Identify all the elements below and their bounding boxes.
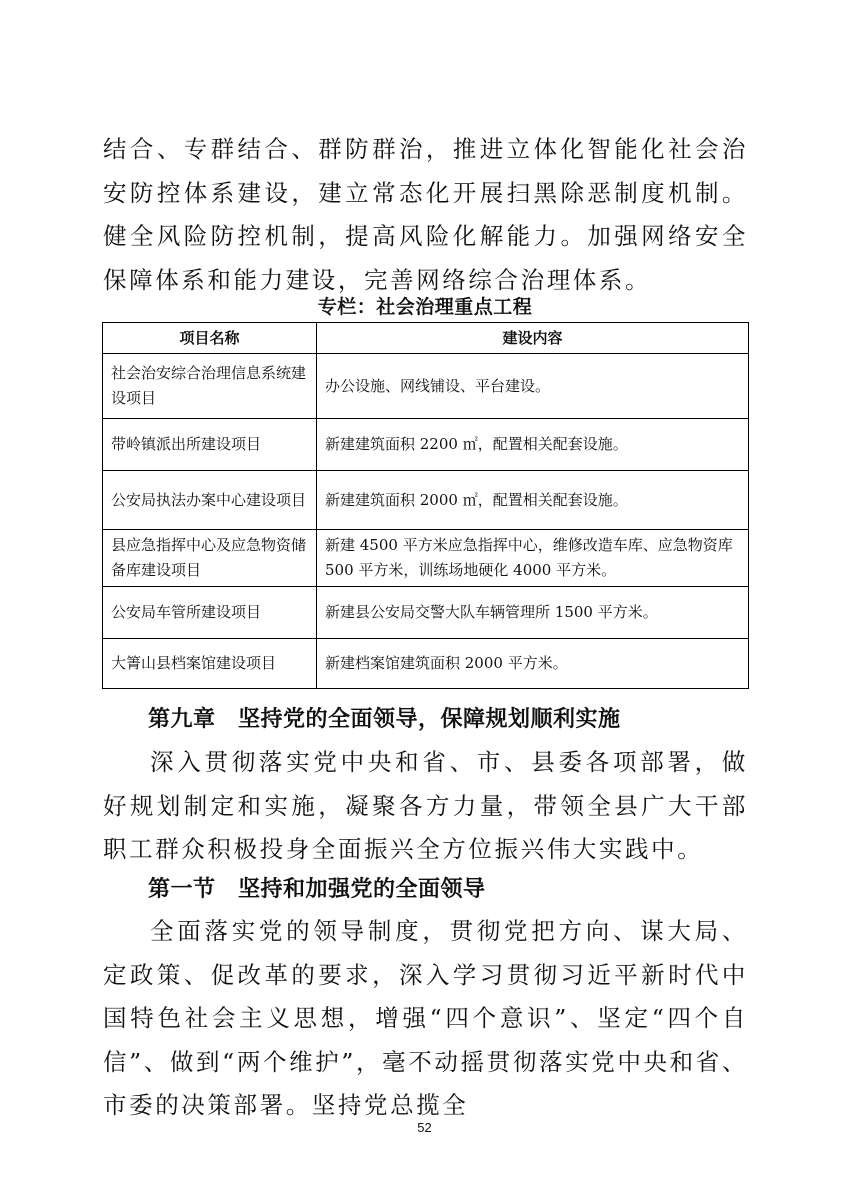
project-name-cell: 县应急指挥中心及应急物资储备库建设项目 <box>103 530 317 587</box>
table-row <box>103 419 749 471</box>
section-heading: 第一节 坚持和加强党的全面领导 <box>148 877 486 902</box>
table-row <box>103 530 749 587</box>
table-row <box>103 639 749 689</box>
project-name-cell: 社会治安综合治理信息系统建设项目 <box>103 354 317 419</box>
column-header-project-name: 项目名称 <box>103 323 317 354</box>
project-content-cell: 新建档案馆建筑面积 2000 平方米。 <box>317 639 749 689</box>
column-header-content: 建设内容 <box>317 323 749 354</box>
projects-table <box>102 322 749 689</box>
project-content-cell: 办公设施、网线铺设、平台建设。 <box>317 354 749 419</box>
project-name-cell: 公安局车管所建设项目 <box>103 587 317 639</box>
intro-paragraph: 结合、专群结合、群防群治，推进立体化智能化社会治安防控体系建设，建立常态化开展扫黑除恶制度机制。健全风险防控机制，提高风险化解能力。加强网络安全保障体系和能力建设，完善网络综合治理体系。 <box>103 135 748 294</box>
table-row <box>103 587 749 639</box>
table-caption: 专栏：社会治理重点工程 <box>317 296 533 318</box>
project-content-cell: 新建县公安局交警大队车辆管理所 1500 平方米。 <box>317 587 749 639</box>
page-number: 52 <box>417 1120 432 1135</box>
project-content-cell: 新建建筑面积 2200 ㎡，配置相关配套设施。 <box>317 419 749 471</box>
table-header-row <box>103 323 749 354</box>
project-name-cell: 大箐山县档案馆建设项目 <box>103 639 317 689</box>
table-row <box>103 471 749 530</box>
chapter-paragraph: 深入贯彻落实党中央和省、市、县委各项部署，做好规划制定和实施，凝聚各方力量，带领全县广大干部职工群众积极投身全面振兴全方位振兴伟大实践中。 <box>103 748 748 863</box>
project-content-cell: 新建建筑面积 2000 ㎡，配置相关配套设施。 <box>317 471 749 530</box>
chapter-heading: 第九章 坚持党的全面领导，保障规划顺利实施 <box>148 707 621 732</box>
project-content-cell: 新建 4500 平方米应急指挥中心，维修改造车库、应急物资库 500 平方米，训练场地硬化 4000 平方米。 <box>317 530 749 587</box>
project-name-cell: 带岭镇派出所建设项目 <box>103 419 317 471</box>
project-name-cell: 公安局执法办案中心建设项目 <box>103 471 317 530</box>
section-paragraph: 全面落实党的领导制度，贯彻党把方向、谋大局、定政策、促改革的要求，深入学习贯彻习近平新时代中国特色社会主义思想，增强“四个意识”、坚定“四个自信”、做到“两个维护”，毫不动摇贯彻落实党中央和省、市委的决策部署。坚持党总揽全 <box>103 917 748 1119</box>
table-row <box>103 354 749 419</box>
